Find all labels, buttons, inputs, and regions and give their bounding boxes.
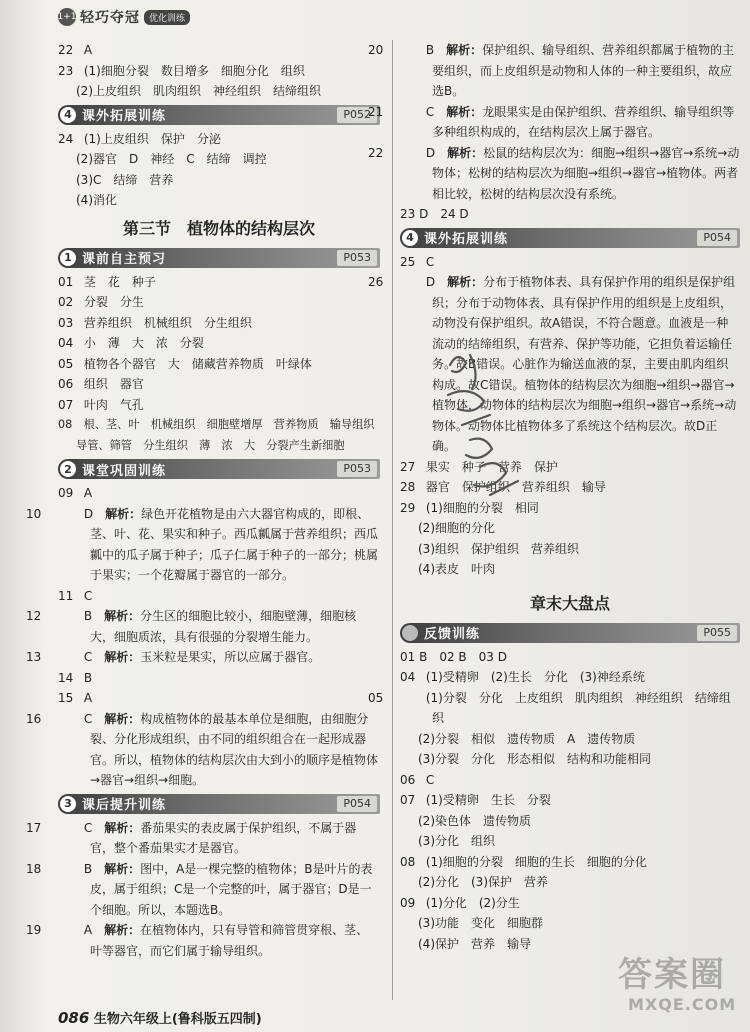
band-page: P054	[697, 230, 737, 246]
answer-line: 05 (1)分裂 分化 上皮组织 肌肉组织 神经组织 结缔组织	[368, 690, 731, 725]
answer-line: 03 营养组织 机械组织 分生组织	[58, 315, 252, 330]
logo-badge: 1+1	[58, 8, 76, 26]
answer-explanation: 22 D 解析：松鼠的结构层次为：细胞→组织→器官→系统→动物体；松树的结构层次为细胞→组织→器官→植物体。两者相比较，松树的结构层次没有系统。	[368, 145, 740, 201]
answer-line: 24 (1)上皮组织 保护 分泌	[58, 131, 221, 146]
answer-explanation: 26 D 解析：分布于植物体表、具有保护作用的组织是保护组织；分布于动物体表、具有保护作用的组织是上皮组织，动物没有保护组织。故A错误，不符合题意。血液是一种流动的结缔组织，有营养、保护等功能，它担负着运输任务。故B错误。心脏作为输送血液的泵，主要由肌肉组织构成。故C错误。植物体的结构层次为细胞→组织→器官→植物体，动物体的结构层次为细胞→组织→器官→系统→动物体。动物体比植物体多了系统这个结构层次。故D正确。	[368, 275, 737, 453]
answer-explanation: 16 C 解析：构成植物体的最基本单位是细胞，由细胞分裂、分化形成组织，由不同的组织组合在一起形成器官。所以，植物体的结构层次由大到小的顺序是植物体→器官→组织→细胞。	[26, 711, 379, 787]
band-title: 课后提升训练	[82, 798, 167, 813]
band-number: 4	[402, 230, 418, 246]
watermark-text: 答案圈	[618, 955, 726, 995]
band-title: 课前自主预习	[82, 252, 167, 267]
answer-line: (3)C 结缔 营养	[76, 172, 174, 187]
answer-line: 22 A	[58, 43, 93, 57]
band-number: 4	[60, 107, 76, 123]
answer-line: (3)功能 变化 细胞群	[418, 916, 543, 930]
band-title: 课外拓展训练	[424, 232, 509, 247]
answer-line: 28 器官 保护组织 营养组织 输导	[400, 480, 606, 494]
answer-line: 09 (1)分化 (2)分生	[400, 895, 520, 910]
section-band	[400, 228, 740, 248]
answer-line: (2)细胞的分化	[418, 521, 495, 535]
answer-line: 02 分裂 分生	[58, 295, 144, 309]
answer-explanation: 12 B 解析：分生区的细胞比较小，细胞壁薄，细胞核大，细胞质浓，具有很强的分裂增生能力。	[26, 609, 357, 644]
section-band	[58, 248, 380, 268]
answer-line: 06 C	[400, 772, 435, 787]
chapter-title: 章末大盘点	[529, 593, 610, 613]
answer-line: 14 B	[58, 670, 93, 685]
band-title: 课堂巩固训练	[82, 463, 167, 479]
answer-line: 导管、筛管 分生组织 薄 浓 大 分裂产生新细胞	[76, 438, 345, 452]
section-band	[400, 623, 740, 643]
answer-explanation: 20 B 解析：保护组织、输导组织、营养组织都属于植物的主要组织，而上皮组织是动物和人体的一种主要组织，故应选B。	[368, 43, 735, 98]
handwritten-scribble	[440, 345, 530, 505]
answer-line: 15 A	[58, 691, 93, 705]
book-title: 生物六年级上(鲁科版五四制)	[93, 1012, 262, 1027]
band-page: P053	[337, 250, 377, 266]
answer-line: (2)分化 (3)保护 营养	[418, 875, 548, 889]
answer-line: (3)组织 保护组织 营养组织	[418, 541, 579, 556]
answer-explanation: 19 A 解析：在植物体内，只有导管和筛管贯穿根、茎、叶等器官，而它们属于输导组织。	[26, 923, 369, 958]
logo-title: 轻巧夺冠	[80, 10, 140, 26]
band-page: P052	[337, 107, 377, 123]
answer-explanation: 17 C 解析：番茄果实的表皮属于保护组织，不属于器官，整个番茄果实才是器官。	[26, 820, 357, 855]
logo-tag: 优化训练	[144, 10, 190, 25]
section-band	[58, 459, 380, 479]
answer-line: 01 茎 花 种子	[58, 274, 156, 289]
answer-line: 09 A	[58, 486, 93, 500]
page-number: 086	[58, 1009, 90, 1027]
answer-explanation: 21 C 解析：龙眼果实是由保护组织、营养组织、输导组织等多种组织构成的，在结构层次上属于器官。	[368, 104, 735, 139]
answer-explanation: 13 C 解析：玉米粒是果实，所以应属于器官。	[26, 650, 321, 664]
band-page: P055	[697, 625, 737, 641]
answer-line: (4)表皮 叶肉	[418, 562, 495, 576]
band-number: 3	[60, 796, 76, 812]
section-band	[58, 105, 380, 125]
watermark	[612, 945, 747, 1030]
answer-line: 27 果实 种子 营养 保护	[400, 459, 558, 474]
answer-line: 08 根、茎、叶 机械组织 细胞壁增厚 营养物质 输导组织	[58, 418, 375, 431]
band-title: 课外拓展训练	[82, 109, 167, 124]
answer-line: (2)上皮组织 肌肉组织 神经组织 结缔组织	[76, 84, 321, 98]
answer-explanation: 18 B 解析：图中，A是一棵完整的植物体；B是叶片的表皮，属于组织；C是一个完整的叶，属于器官；D是一个细胞。所以，本题选B。	[26, 861, 373, 917]
answer-line: 05 植物各个器官 大 储藏营养物质 叶绿体	[58, 356, 312, 371]
book-header	[58, 6, 190, 28]
band-bullet	[402, 625, 418, 641]
left-column	[26, 40, 380, 961]
band-number: 2	[60, 461, 76, 477]
answer-line: 23 (1)细胞分裂 数目增多 细胞分化 组织	[58, 63, 305, 78]
watermark-url: MXQE.COM	[628, 995, 737, 1014]
answer-line: (4)保护 营养 输导	[418, 936, 531, 951]
answer-line: (2)染色体 遗传物质	[418, 813, 531, 828]
answer-explanation: 10 D 解析：绿色开花植物是由六大器官构成的，即根、茎、叶、花、果实和种子。西瓜瓤属于营养组织；西瓜瓤中的瓜子属于种子；瓜子仁属于种子的一部分；桃属于果实；一个花瓣属于器官的一部分。	[26, 506, 379, 582]
answer-line: 04 (1)受精卵 (2)生长 分化 (3)神经系统	[400, 670, 645, 684]
answer-line: 11 C	[58, 588, 93, 603]
answer-line: 01 B 02 B 03 D	[400, 649, 507, 664]
column-divider	[392, 40, 393, 1000]
band-page: P053	[337, 461, 377, 477]
answer-line: (4)消化	[76, 193, 117, 207]
answer-line: 29 (1)细胞的分裂 相同	[400, 500, 539, 515]
answer-line: 04 小 薄 大 浓 分裂	[58, 336, 204, 350]
answer-line: 23 D 24 D	[400, 207, 469, 221]
band-title: 反馈训练	[424, 627, 481, 642]
answer-line: (3)分裂 分化 形态相似 结构和功能相同	[418, 752, 651, 766]
band-number: 1	[60, 250, 76, 266]
band-page: P054	[337, 796, 377, 812]
section-title: 第三节 植物体的结构层次	[122, 218, 315, 238]
answer-line: 06 组织 器官	[58, 377, 144, 391]
answer-line: (3)分化 组织	[418, 834, 495, 848]
page-footer	[58, 1008, 262, 1027]
answer-line: 07 (1)受精卵 生长 分裂	[400, 793, 551, 807]
answer-line: (2)器官 D 神经 C 结缔 调控	[76, 152, 267, 166]
answer-line: (2)分裂 相似 遗传物质 A 遗传物质	[418, 731, 636, 746]
answer-line: 08 (1)细胞的分裂 细胞的生长 细胞的分化	[400, 854, 647, 869]
answer-line: 25 C	[400, 254, 435, 269]
section-band	[58, 794, 380, 814]
answer-line: 07 叶肉 气孔	[58, 397, 144, 412]
